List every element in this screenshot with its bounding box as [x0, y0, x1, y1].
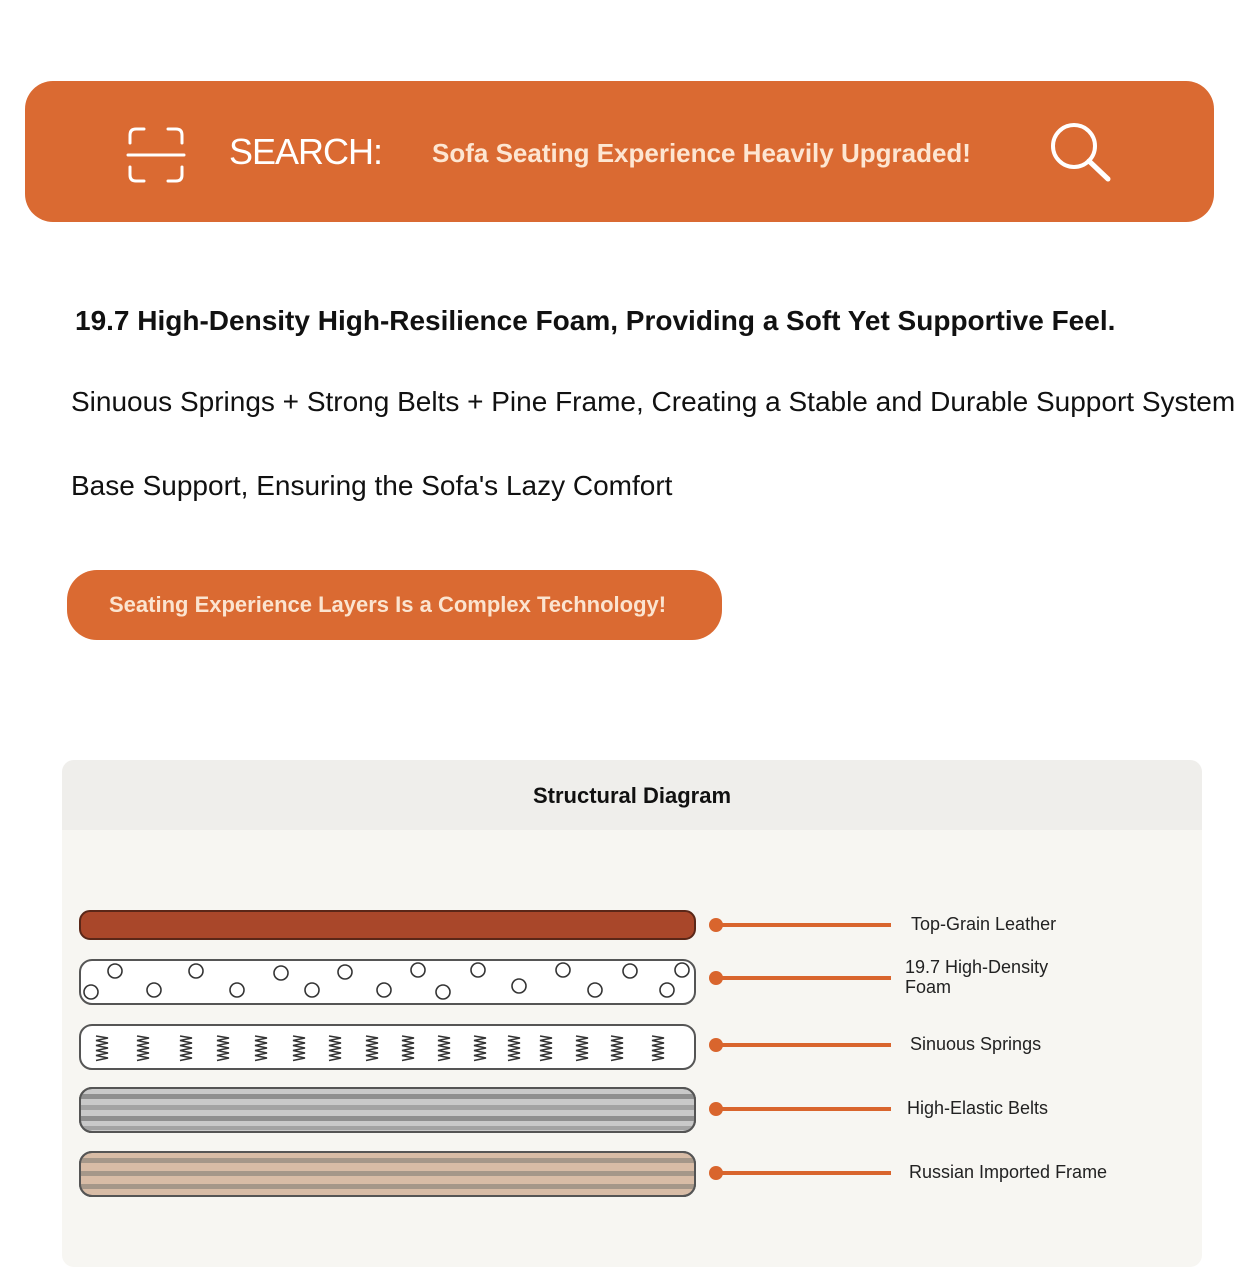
layer-foam [80, 960, 695, 1004]
label-leather: Top-Grain Leather [911, 914, 1057, 934]
feature-support-system: Sinuous Springs + Strong Belts + Pine Frame, Creating a Stable and Durable Support System [71, 386, 1236, 417]
connector-frame [709, 1166, 891, 1180]
label-springs: Sinuous Springs [910, 1034, 1042, 1054]
layers-banner-text: Seating Experience Layers Is a Complex Technology! [109, 592, 667, 617]
feature-foam: 19.7 High-Density High-Resilience Foam, Providing a Soft Yet Supportive Feel. [75, 305, 1116, 336]
scan-icon[interactable] [126, 125, 186, 185]
connector-foam [709, 971, 891, 985]
search-query[interactable]: Sofa Seating Experience Heavily Upgraded! [432, 138, 971, 168]
layers-graphic [62, 760, 1202, 1267]
connector-leather [709, 918, 891, 932]
layer-springs [80, 1025, 695, 1069]
label-foam: 19.7 High-Density Foam [905, 957, 1049, 997]
search-label: SEARCH: [229, 131, 383, 172]
label-belts: High-Elastic Belts [907, 1098, 1049, 1118]
layer-frame [80, 1152, 695, 1196]
diagram-title: Structural Diagram [532, 783, 732, 808]
connector-belts [709, 1102, 891, 1116]
connector-springs [709, 1038, 891, 1052]
label-frame: Russian Imported Frame [909, 1162, 1108, 1182]
structural-diagram [62, 760, 1202, 1267]
layer-leather [80, 911, 695, 939]
feature-base-support: Base Support, Ensuring the Sofa's Lazy Comfort [71, 470, 673, 501]
search-icon[interactable] [1048, 120, 1112, 184]
layer-belts [80, 1088, 695, 1132]
